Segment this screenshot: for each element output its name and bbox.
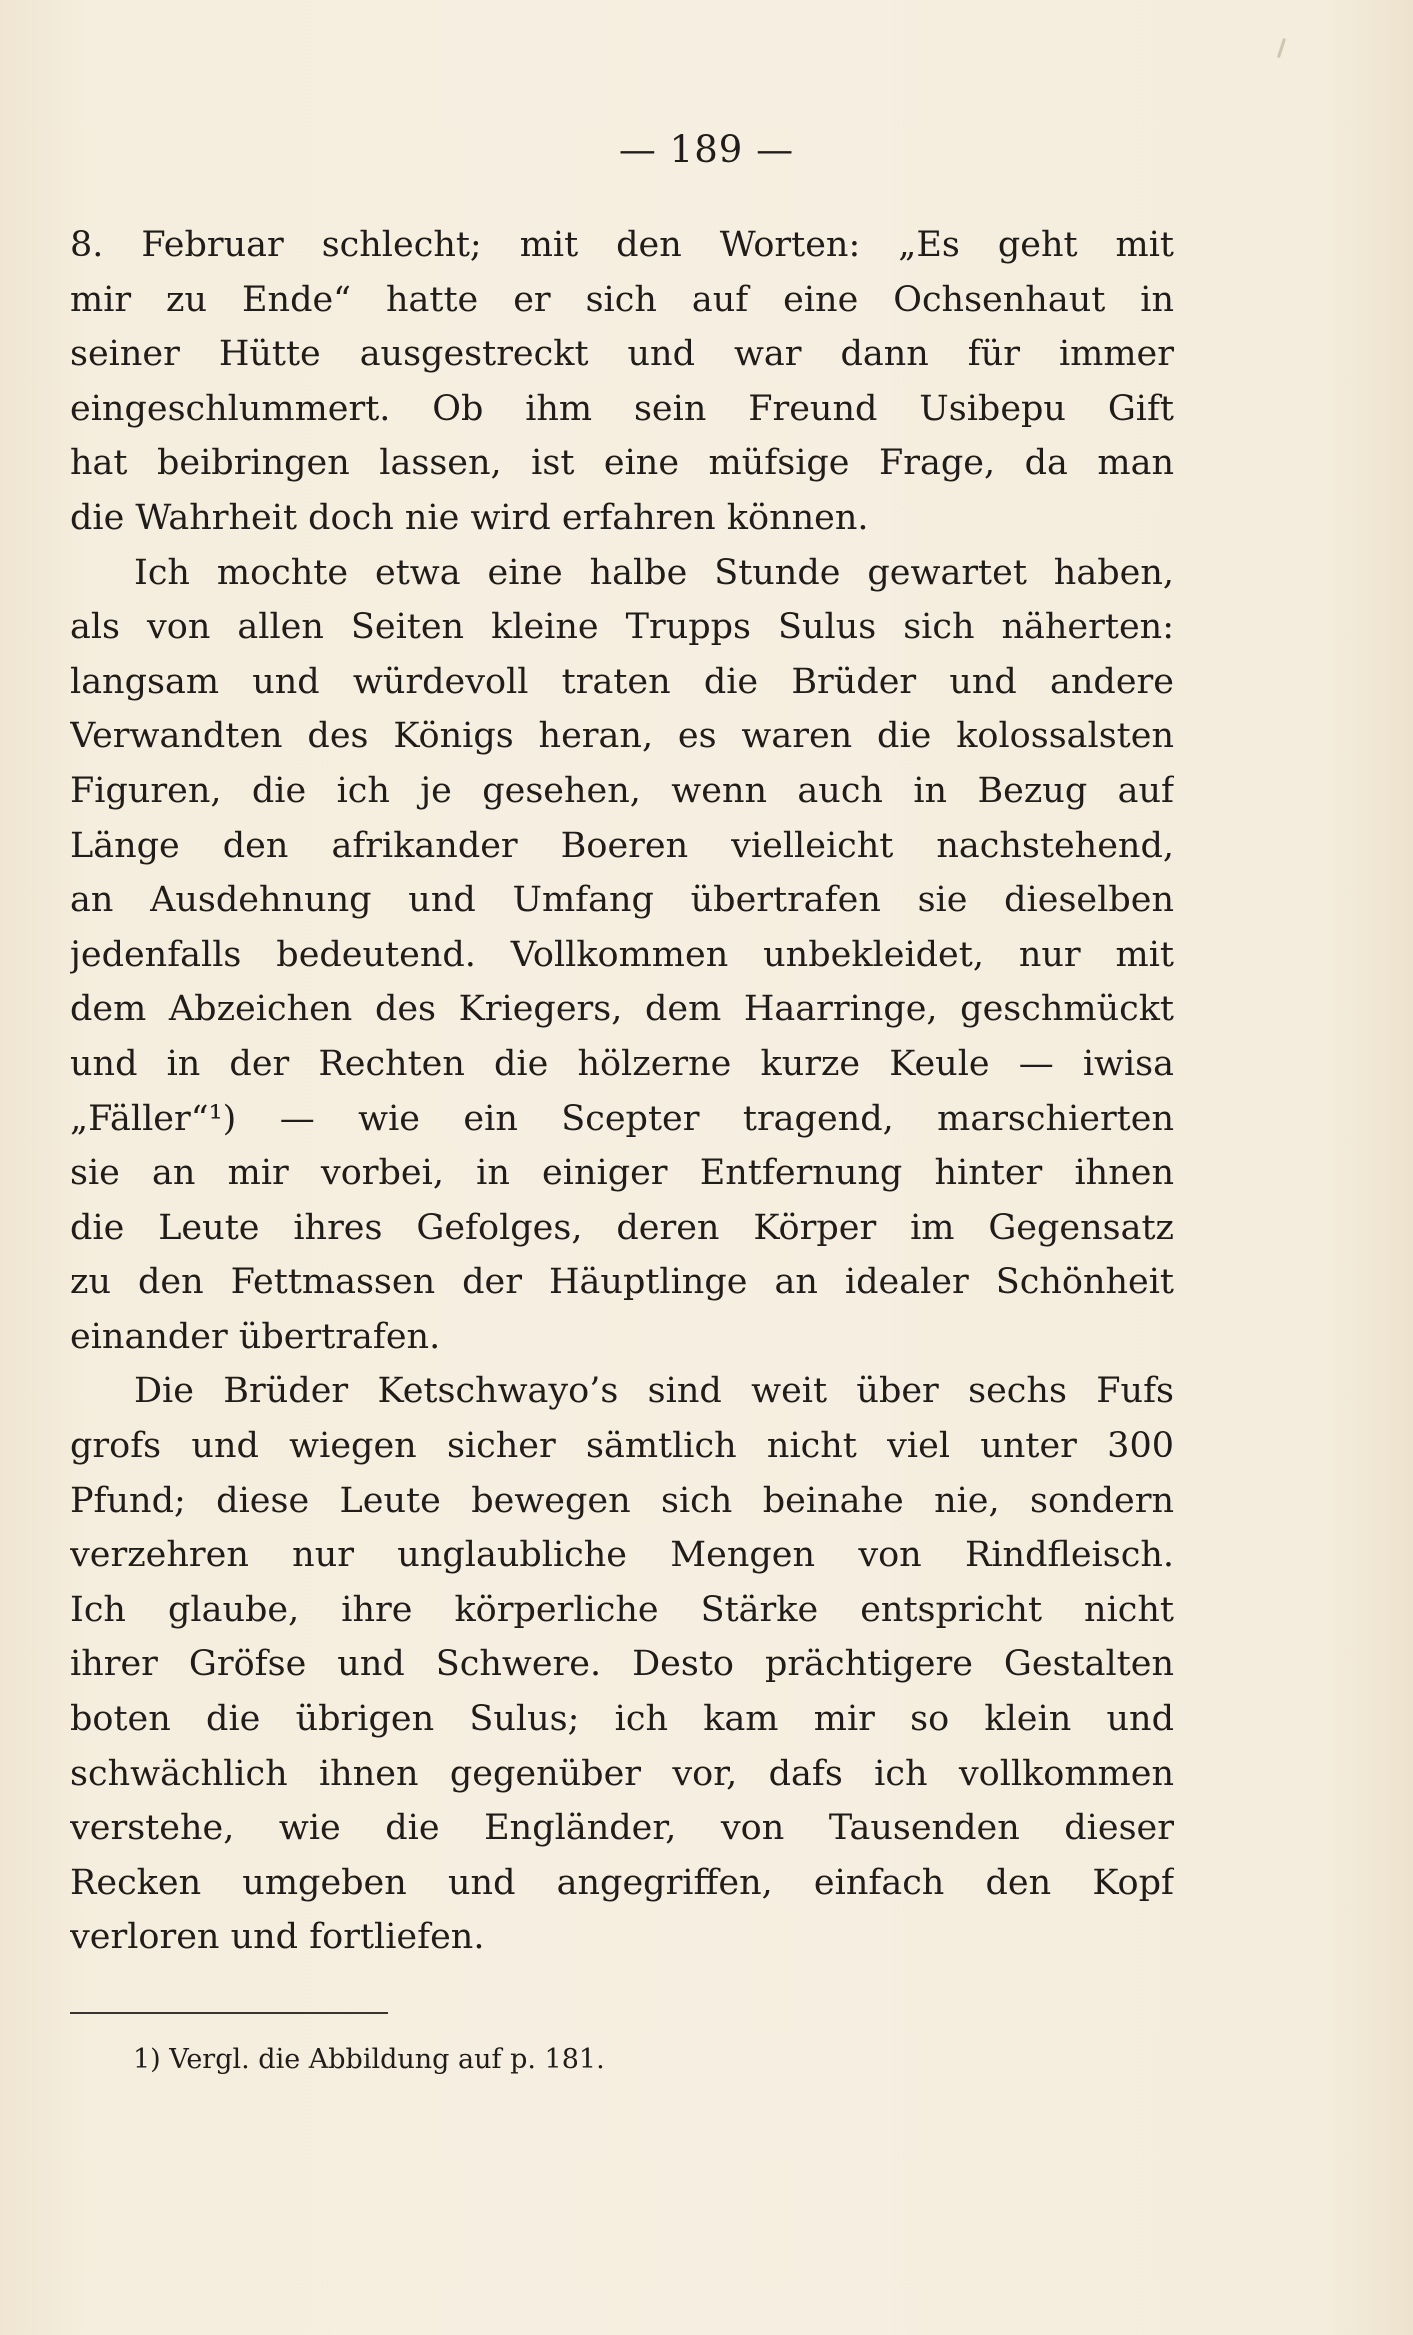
text-line: sie an mir vorbei, in einiger Entfernung hinter ihnen	[70, 1153, 1174, 1194]
text-line: die Wahrheit doch nie wird erfahren können.	[70, 497, 869, 538]
text-line: Recken umgeben und angegriffen, einfach den Kopf	[70, 1862, 1174, 1903]
text-line: langsam und würdevoll traten die Brüder und andere	[70, 661, 1174, 702]
text-line: einander übertrafen.	[70, 1316, 441, 1357]
text-line: hat beibringen lassen, ist eine müfsige Frage, da man	[70, 443, 1174, 484]
text-line: ihrer Gröfse und Schwere. Desto prächtigere Gestalten	[70, 1644, 1174, 1685]
page-number: — 189 —	[618, 128, 795, 171]
text-line: eingeschlummert. Ob ihm sein Freund Usibepu Gift	[70, 388, 1174, 429]
text-line: „Fäller“¹) — wie ein Scepter tragend, marschierten	[70, 1098, 1174, 1139]
text-line: an Ausdehnung und Umfang übertrafen sie dieselben	[70, 880, 1174, 921]
text-line: seiner Hütte ausgestreckt und war dann für immer	[70, 334, 1174, 375]
text-line: Ich glaube, ihre körperliche Stärke entspricht nicht	[70, 1589, 1174, 1630]
body-text	[70, 218, 1174, 1965]
text-line: grofs und wiegen sicher sämtlich nicht viel unter 300	[70, 1426, 1174, 1467]
text-line: schwächlich ihnen gegenüber vor, dafs ich vollkommen	[70, 1753, 1174, 1794]
text-line: verzehren nur unglaubliche Mengen von Rindfleisch.	[70, 1535, 1174, 1576]
text-line: die Leute ihres Gefolges, deren Körper im Gegensatz	[70, 1207, 1174, 1248]
edge-mark	[1277, 38, 1286, 58]
text-line: jedenfalls bedeutend. Vollkommen unbekleidet, nur mit	[70, 934, 1174, 975]
text-line: verstehe, wie die Engländer, von Tausenden dieser	[70, 1808, 1174, 1849]
text-line: Länge den afrikander Boeren vielleicht nachstehend,	[70, 825, 1174, 866]
text-line: boten die übrigen Sulus; ich kam mir so klein und	[70, 1699, 1174, 1740]
text-line: Verwandten des Königs heran, es waren die kolossalsten	[70, 716, 1174, 757]
text-line: dem Abzeichen des Kriegers, dem Haarringe, geschmückt	[70, 989, 1174, 1030]
text-line: zu den Fettmassen der Häuptlinge an idealer Schönheit	[70, 1262, 1174, 1303]
text-line: Die Brüder Ketschwayo’s sind weit über sechs Fufs	[134, 1371, 1174, 1412]
text-line: 8. Februar schlecht; mit den Worten: „Es geht mit	[70, 225, 1174, 265]
footnote: 1) Vergl. die Abbildung auf p. 181.	[133, 2044, 605, 2075]
text-line: verloren und fortliefen.	[70, 1917, 485, 1958]
text-line: Pfund; diese Leute bewegen sich beinahe nie, sondern	[70, 1480, 1174, 1521]
text-line: und in der Rechten die hölzerne kurze Keule — iwisa	[70, 1043, 1174, 1084]
text-line: mir zu Ende“ hatte er sich auf eine Ochsenhaut in	[70, 279, 1174, 320]
text-line: Figuren, die ich je gesehen, wenn auch in Bezug auf	[70, 770, 1174, 811]
footnote-divider	[70, 2012, 388, 2014]
text-line: als von allen Seiten kleine Trupps Sulus sich näherten:	[70, 607, 1174, 648]
text-line: Ich mochte etwa eine halbe Stunde gewartet haben,	[134, 552, 1174, 593]
